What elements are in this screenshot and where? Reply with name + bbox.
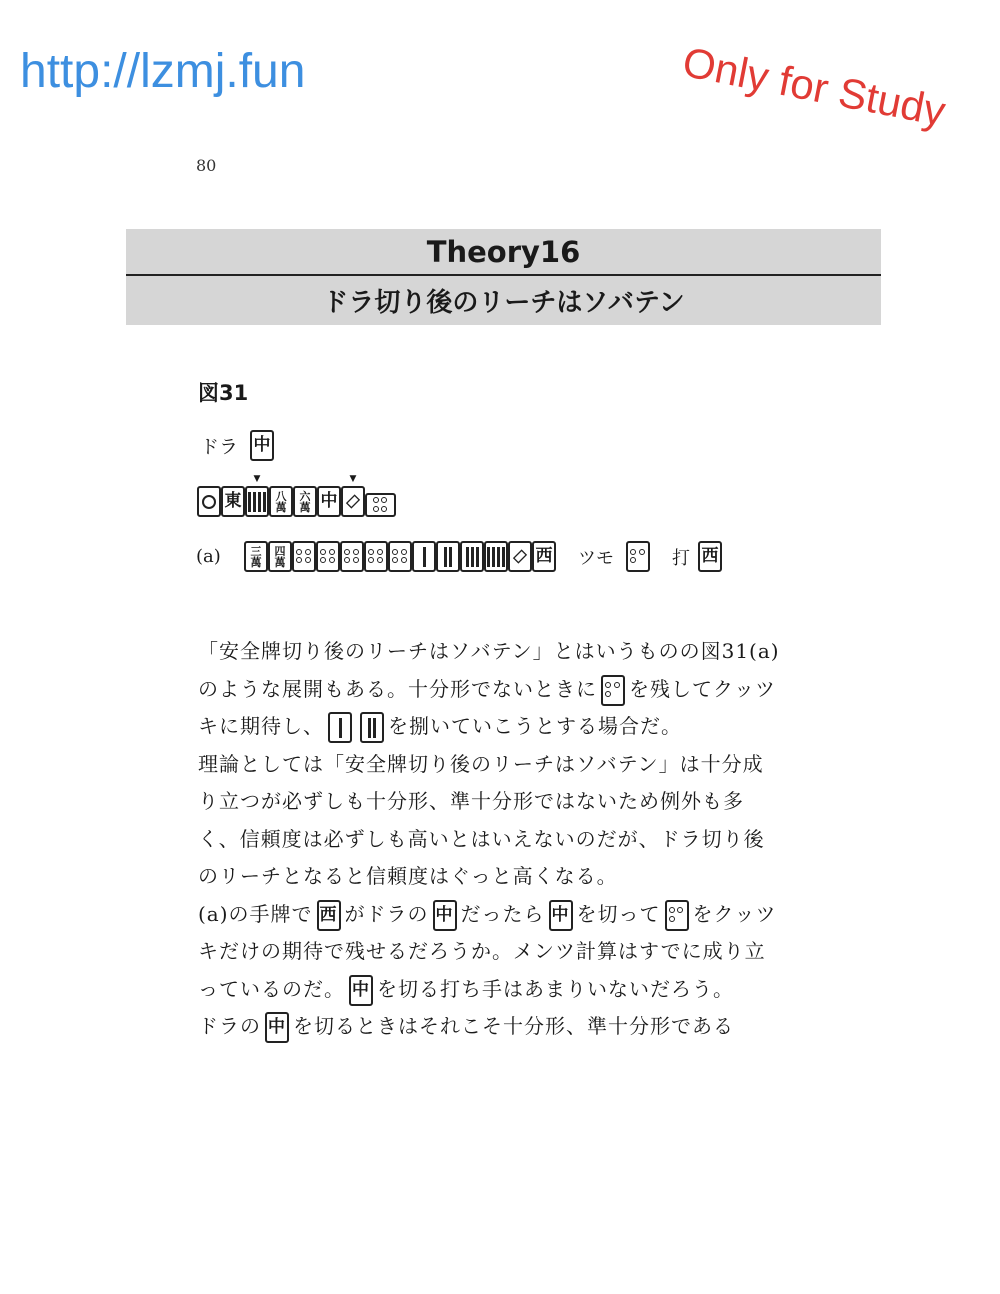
tile-5-pin-icon — [292, 541, 316, 572]
p4-text-b: を切るときはそれこそ十分形、準十分形である — [293, 1014, 734, 1038]
p3-text-b: がドラの — [344, 901, 429, 926]
inline-west-tile: 西 — [317, 900, 341, 931]
inline-chun-tile-4: 中 — [265, 1012, 289, 1043]
inline-3-pin-icon — [601, 675, 625, 706]
tile-3-sou-icon — [460, 541, 484, 572]
p3-text-e: をクッツキだけの期待で残せるだろうか。メンツ計算はすでに成り立っているのだ。 — [198, 901, 777, 1001]
tsumo-tile-3-pin-icon — [626, 541, 650, 572]
hand-row-a — [196, 541, 722, 572]
discard-tile-west: 西 — [698, 541, 722, 572]
paragraph-3 — [198, 896, 783, 1009]
tile-8-sou-icon — [245, 486, 269, 517]
body-text — [198, 633, 783, 1046]
watermark-url: http://lzmj.fun — [20, 45, 306, 98]
theory-subtitle: ドラ切り後のリーチはソバテン — [322, 288, 685, 318]
section-header — [126, 229, 881, 325]
tsumo-label: ツモ — [578, 547, 614, 569]
tile-4-sou-icon — [484, 541, 508, 572]
figure-label: 図31 — [198, 381, 249, 405]
tile-1-sou-icon — [412, 541, 436, 572]
tile-9-pin-icon — [388, 541, 412, 572]
tile-4-man: 四 萬 — [268, 541, 292, 572]
inline-chun-tile: 中 — [433, 900, 457, 931]
tile-6-pin-icon — [316, 541, 340, 572]
tile-west: 西 — [532, 541, 556, 572]
tile-4-pin-rotated-icon — [365, 493, 396, 517]
tile-8-man: 八 萬 — [269, 486, 293, 517]
inline-2-sou-icon — [360, 712, 384, 743]
tile-east: 東 — [221, 486, 245, 517]
tile-6-man: 六 萬 — [293, 486, 317, 517]
paragraph-4 — [198, 1008, 783, 1046]
discard-label: 打 — [672, 547, 690, 569]
tile-3-man: 三 萬 — [244, 541, 268, 572]
p4-text-a: ドラの — [198, 1014, 261, 1038]
page-number: 80 — [196, 156, 217, 175]
tile-chun: 中 — [317, 486, 341, 517]
inline-1-sou-icon — [328, 712, 352, 743]
tile-2-sou-icon — [436, 541, 460, 572]
p3-text-a: (a)の手牌で — [198, 901, 313, 926]
tile-8-pin-icon — [364, 541, 388, 572]
tile-1-pin-icon — [197, 486, 221, 517]
discard-river — [197, 486, 396, 517]
tile-7-sou-icon — [508, 541, 532, 572]
inline-chun-tile-2: 中 — [549, 900, 573, 931]
p1-text-c: を捌いていこうとする場合だ。 — [388, 714, 682, 738]
p3-text-d: を切って — [576, 901, 661, 926]
inline-3-pin-icon-2 — [665, 900, 689, 931]
hand-tiles — [244, 541, 556, 572]
dora-label: ドラ — [200, 436, 239, 458]
hand-label: (a) — [196, 546, 221, 567]
inline-chun-tile-3: 中 — [349, 975, 373, 1006]
p1-text-a: 「安全牌切り後のリーチはソバテン」とはいうものの図31(a)のような展開もある。十分形でないときに — [198, 639, 780, 701]
dora-indicator-row — [200, 430, 274, 461]
paragraph-1 — [198, 633, 783, 746]
p1-text-b: を残してクッツキに期待し、 — [198, 676, 776, 738]
dora-tile-chun: 中 — [250, 430, 274, 461]
p3-text-c: だったら — [460, 901, 545, 926]
theory-title: Theory16 — [126, 229, 881, 276]
paragraph-2: 理論としては「安全牌切り後のリーチはソバテン」は十分成り立つが必ずしも十分形、準十分形ではないため例外も多く、信頼度は必ずしも高いとはいえないのだが、ドラ切り後のリーチとなると信頼度はぐっと高くなる。 — [198, 751, 765, 888]
tile-7-pin-icon — [340, 541, 364, 572]
watermark-study: Only for Study — [679, 38, 950, 135]
p3-text-f: を切る打ち手はあまりいないだろう。 — [377, 976, 734, 1001]
tile-9-sou-icon — [341, 486, 365, 517]
